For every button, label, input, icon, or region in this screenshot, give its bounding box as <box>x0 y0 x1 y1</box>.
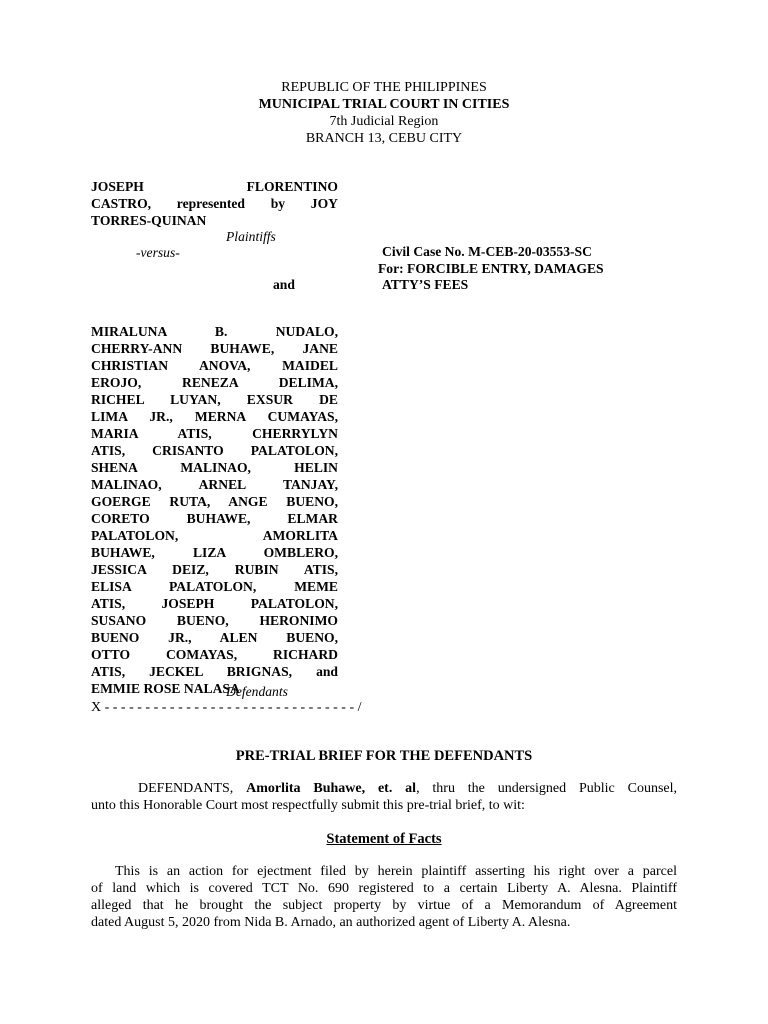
defendants-line: CORETO BUHAWE, ELMAR <box>91 511 338 526</box>
facts-line-text: This is an action for ejectment filed by herein plaintiff asserting his right over a parcel <box>115 864 677 879</box>
defendants-line: CHERRY-ANN BUHAWE, JANE <box>91 341 338 356</box>
case-nature: For: FORCIBLE ENTRY, DAMAGES <box>378 261 604 276</box>
facts-line: of land which is covered TCT No. 690 registered to a certain Liberty A. Alesna. Plaintiff <box>91 881 677 896</box>
versus-label: -versus- <box>136 245 180 260</box>
defendants-line: MARIA ATIS, CHERRYLYN <box>91 426 338 441</box>
republic-header: REPUBLIC OF THE PHILIPPINES <box>281 80 487 95</box>
defendants-line: OTTO COMAYAS, RICHARD <box>91 647 338 662</box>
intro-defendant-name: Amorlita Buhawe, et. al <box>246 781 417 796</box>
defendants-line: GOERGE RUTA, ANGE BUENO, <box>91 494 338 509</box>
intro-lead: DEFENDANTS, <box>138 781 247 796</box>
defendants-line: EMMIE ROSE NALASA <box>91 681 240 696</box>
caption-separator: X - - - - - - - - - - - - - - - - - - - - - - - - - - - - - - - / <box>91 700 362 715</box>
defendants-line: EROJO, RENEZA DELIMA, <box>91 375 338 390</box>
defendants-line: SHENA MALINAO, HELIN <box>91 460 338 475</box>
plaintiff-line-3: TORRES-QUINAN <box>91 213 207 228</box>
facts-paragraph <box>91 863 677 931</box>
plaintiff-middle-name: FLORENTINO <box>246 179 338 194</box>
defendants-line: ATIS, JECKEL BRIGNAS, and <box>91 664 338 679</box>
and-label: and <box>273 277 295 292</box>
defendants-line: ELISA PALATOLON, MEME <box>91 579 338 594</box>
defendants-line: LIMA JR., MERNA CUMAYAS, <box>91 409 338 424</box>
case-number: Civil Case No. M-CEB-20-03553-SC <box>382 244 592 259</box>
defendants-line: ATIS, JOSEPH PALATOLON, <box>91 596 338 611</box>
defendants-label: Defendants <box>226 684 288 699</box>
intro-paragraph <box>91 780 677 814</box>
defendants-line: MALINAO, ARNEL TANJAY, <box>91 477 338 492</box>
defendants-caption <box>91 323 338 697</box>
defendants-line: BUENO JR., ALEN BUENO, <box>91 630 338 645</box>
defendants-line: CHRISTIAN ANOVA, MAIDEL <box>91 358 338 373</box>
judicial-region: 7th Judicial Region <box>329 114 439 129</box>
plaintiff-line-1 <box>91 178 338 195</box>
facts-line: alleged that he brought the subject property by virtue of a Memorandum of Agreement <box>91 898 677 913</box>
defendants-line: RICHEL LUYAN, EXSUR DE <box>91 392 338 407</box>
intro-rest: , thru the undersigned Public Counsel, <box>416 781 677 796</box>
court-name: MUNICIPAL TRIAL COURT IN CITIES <box>258 97 510 112</box>
defendants-line: ATIS, CRISANTO PALATOLON, <box>91 443 338 458</box>
defendants-line: SUSANO BUENO, HERONIMO <box>91 613 338 628</box>
facts-heading: Statement of Facts <box>326 831 442 847</box>
brief-title: PRE-TRIAL BRIEF FOR THE DEFENDANTS <box>235 748 533 764</box>
defendants-line: PALATOLON, AMORLITA <box>91 528 338 543</box>
defendants-line: JESSICA DEIZ, RUBIN ATIS, <box>91 562 338 577</box>
defendants-line: MIRALUNA B. NUDALO, <box>91 324 338 339</box>
plaintiff-line-2: CASTRO, represented by JOY <box>91 196 338 211</box>
plaintiffs-label: Plaintiffs <box>226 229 276 244</box>
facts-line: dated August 5, 2020 from Nida B. Arnado, an authorized agent of Liberty A. Alesna. <box>91 915 571 930</box>
branch-line: BRANCH 13, CEBU CITY <box>305 131 463 146</box>
intro-line-2: unto this Honorable Court most respectfully submit this pre-trial brief, to wit: <box>91 798 525 813</box>
defendants-line: BUHAWE, LIZA OMBLERO, <box>91 545 338 560</box>
case-fees: ATTY’S FEES <box>382 277 469 292</box>
plaintiff-first-name: JOSEPH <box>91 179 144 194</box>
intro-line-1 <box>91 780 677 797</box>
facts-line <box>91 863 677 880</box>
plaintiff-caption <box>91 178 338 229</box>
